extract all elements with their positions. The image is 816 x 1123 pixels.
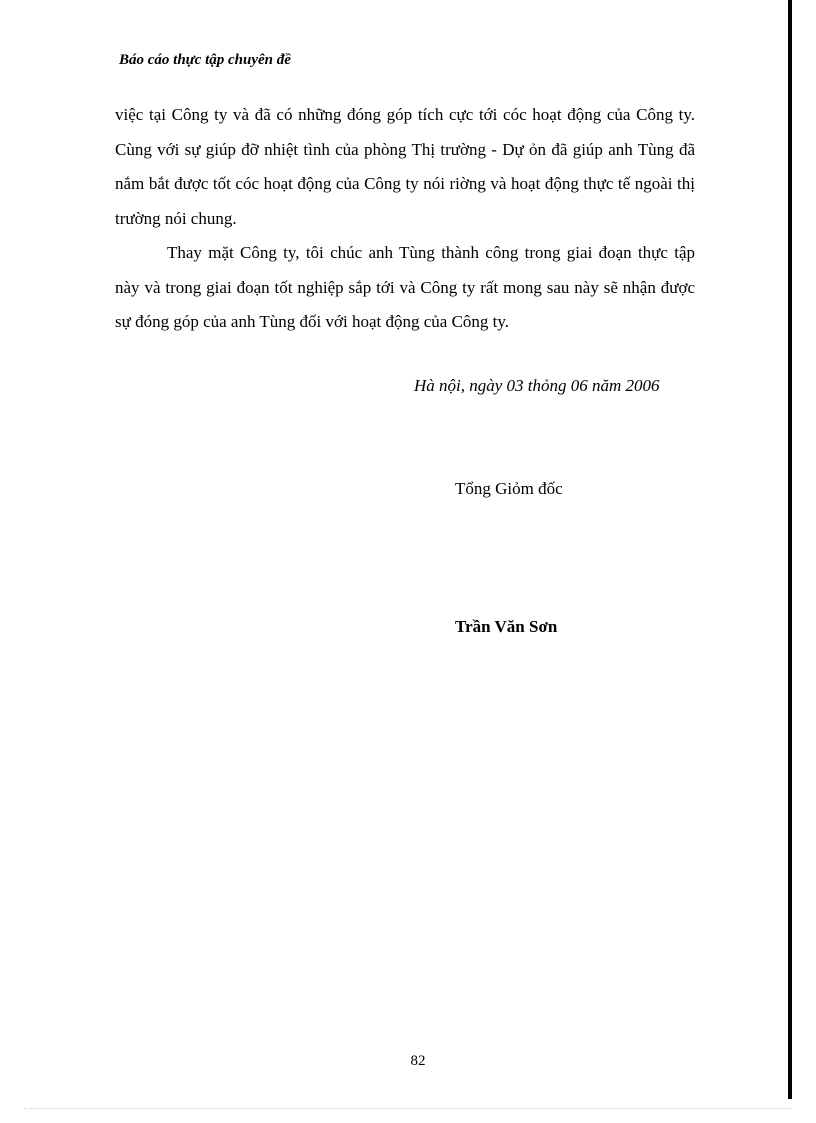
page-border [788, 0, 792, 1099]
running-header: Báo cáo thực tập chuyên đề [119, 52, 291, 68]
date-line: Hà nội, ngày 03 thỏng 06 năm 2006 [414, 376, 660, 395]
page-bottom-edge [24, 1108, 792, 1109]
body-text [115, 98, 695, 340]
paragraph-closing: Thay mặt Công ty, tôi chúc anh Tùng thành công trong giai đoạn thực tập này và trong giai đoạn tốt nghiệp sắp tới và Công ty rất mong sau này sẽ nhận được sự đóng góp của anh Tùng đối với hoạt động của Công ty. [115, 243, 695, 331]
paragraph-continuation: việc tại Công ty và đã có những đóng góp tích cực tới cóc hoạt động của Công ty. Cùng với sự giúp đỡ nhiệt tình của phòng Thị trường - Dự ỏn đã giúp anh Tùng đã nắm bắt được tốt cóc hoạt động của Công ty nói riờng và hoạt động thực tế ngoài thị trường nói chung. [115, 105, 695, 228]
page-number: 82 [410, 1053, 426, 1069]
signer-title: Tổng Giỏm đốc [455, 479, 563, 498]
signer-name: Trần Văn Sơn [455, 617, 558, 636]
